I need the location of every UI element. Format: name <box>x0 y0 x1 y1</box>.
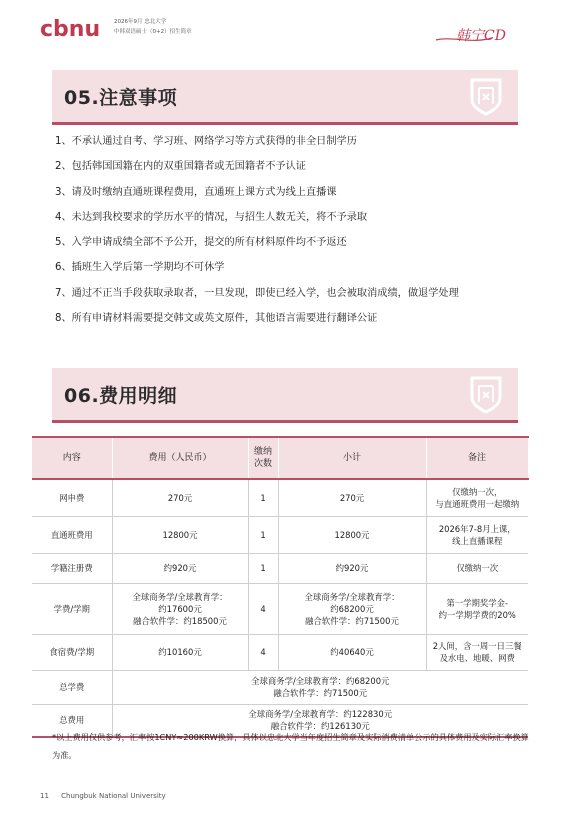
university-emblem-icon <box>464 74 508 118</box>
fee-table-header-row <box>32 437 528 479</box>
table-row <box>32 516 528 553</box>
times-cell: 1 <box>248 516 278 553</box>
page-number: 11 <box>40 792 49 800</box>
header-text <box>114 17 192 37</box>
table-row <box>32 583 528 634</box>
row-label: 直通班费用 <box>32 516 112 553</box>
row-label: 网申费 <box>32 479 112 516</box>
fee-cell: 270元 <box>112 479 248 516</box>
remark-cell: 仅缴纳一次， 与直通班费用一起缴纳 <box>435 486 520 509</box>
row-label: 学费/学期 <box>32 583 112 634</box>
university-emblem-icon <box>464 372 508 416</box>
signature-text: 韩宁CD <box>456 28 506 44</box>
subtotal-cell: 约40640元 <box>278 634 426 670</box>
footer-university: Chungbuk National University <box>61 792 166 800</box>
section-05-title: 05.注意事项 <box>64 87 178 109</box>
remark-cell: 第一学期奖学金- 约一学期学费的20% <box>438 597 516 620</box>
page-footer <box>40 792 166 800</box>
notice-item: 2、包括韩国国籍在内的双重国籍者或无国籍者不予认证 <box>55 161 306 173</box>
times-cell: 1 <box>248 553 278 583</box>
notice-item: 6、插班生入学后第一学期均不可休学 <box>55 262 225 274</box>
cbnu-logo <box>38 14 118 42</box>
fee-table <box>32 436 529 738</box>
subtotal-cell: 全球商务学/全球教育学： 约68200元 融合软件学：约71500元 <box>278 583 426 634</box>
notice-item: 4、未达到我校要求的学历水平的情况，与招生人数无关，将不予录取 <box>55 211 368 223</box>
subtotal-cell: 12800元 <box>278 516 426 553</box>
header-content: 内容 <box>32 437 112 479</box>
total-cell: 全球商务学/全球教育学：约122830元 融合软件学：约126130元 <box>248 709 393 732</box>
signature-logo <box>432 14 522 50</box>
times-cell: 1 <box>248 479 278 516</box>
notice-item: 3、请及时缴纳直通班课程费用，直通班上课方式为线上直播课 <box>55 186 337 198</box>
header-line-2: 中韩双语硕士（0+2）招生简章 <box>114 29 192 35</box>
times-cell: 4 <box>248 583 278 634</box>
header-subtotal: 小计 <box>278 437 426 479</box>
remark-cell: 仅缴纳一次 <box>456 563 499 573</box>
section-05-band <box>52 70 518 125</box>
section-06-band <box>52 368 518 423</box>
section-06-title: 06.费用明细 <box>64 385 178 407</box>
subtotal-cell: 270元 <box>278 479 426 516</box>
logo-text: cbnu <box>40 17 101 42</box>
table-row <box>32 553 528 583</box>
notice-item: 1、不承认通过自考、学习班、网络学习等方式获得的非全日制学历 <box>55 136 357 147</box>
times-cell: 4 <box>248 634 278 670</box>
notice-item: 5、入学申请成绩全部不予公开，提交的所有材料原件均不予返还 <box>55 237 347 249</box>
notice-item: 8、所有申请材料需要提交韩文或英文原件，其他语言需要进行翻译公证 <box>55 313 378 325</box>
fee-cell: 约10160元 <box>112 634 248 670</box>
fee-cell: 约920元 <box>112 553 248 583</box>
fee-cell: 12800元 <box>112 516 248 553</box>
footnote: *以上费用仅供参考，汇率按1CNY≈200KRW换算，具体以忠北大学当年度招生简章及实际消费清单公示的具体费用及实际汇率换算为准。 <box>52 732 529 760</box>
row-label: 总费用 <box>32 704 112 737</box>
total-cell: 全球商务学/全球教育学：约68200元 融合软件学：约71500元 <box>251 676 390 698</box>
header-remark: 备注 <box>426 437 528 479</box>
header-times: 缴纳 次数 <box>248 437 278 479</box>
header-fee: 费用（人民币） <box>112 437 248 479</box>
subtotal-cell: 约920元 <box>278 553 426 583</box>
row-label: 总学费 <box>32 670 112 704</box>
table-row-total-tuition <box>32 670 528 704</box>
notice-list <box>55 134 525 336</box>
fee-cell: 全球商务学/全球教育学： 约17600元 融合软件学：约18500元 <box>112 583 248 634</box>
row-label: 食宿费/学期 <box>32 634 112 670</box>
header-line-1: 2026年9月 忠北大学 <box>114 19 167 25</box>
remark-cell: 2026年7-8月上课， 线上直播课程 <box>438 523 516 546</box>
notice-item: 7、通过不正当手段获取录取者，一旦发现，即使已经入学，也会被取消成绩，做退学处理 <box>55 287 459 299</box>
remark-cell: 2人间，含一周一日三餐 及水电、地暖、网费 <box>432 641 522 663</box>
table-row <box>32 479 528 516</box>
row-label: 学籍注册费 <box>32 553 112 583</box>
table-row <box>32 634 528 670</box>
